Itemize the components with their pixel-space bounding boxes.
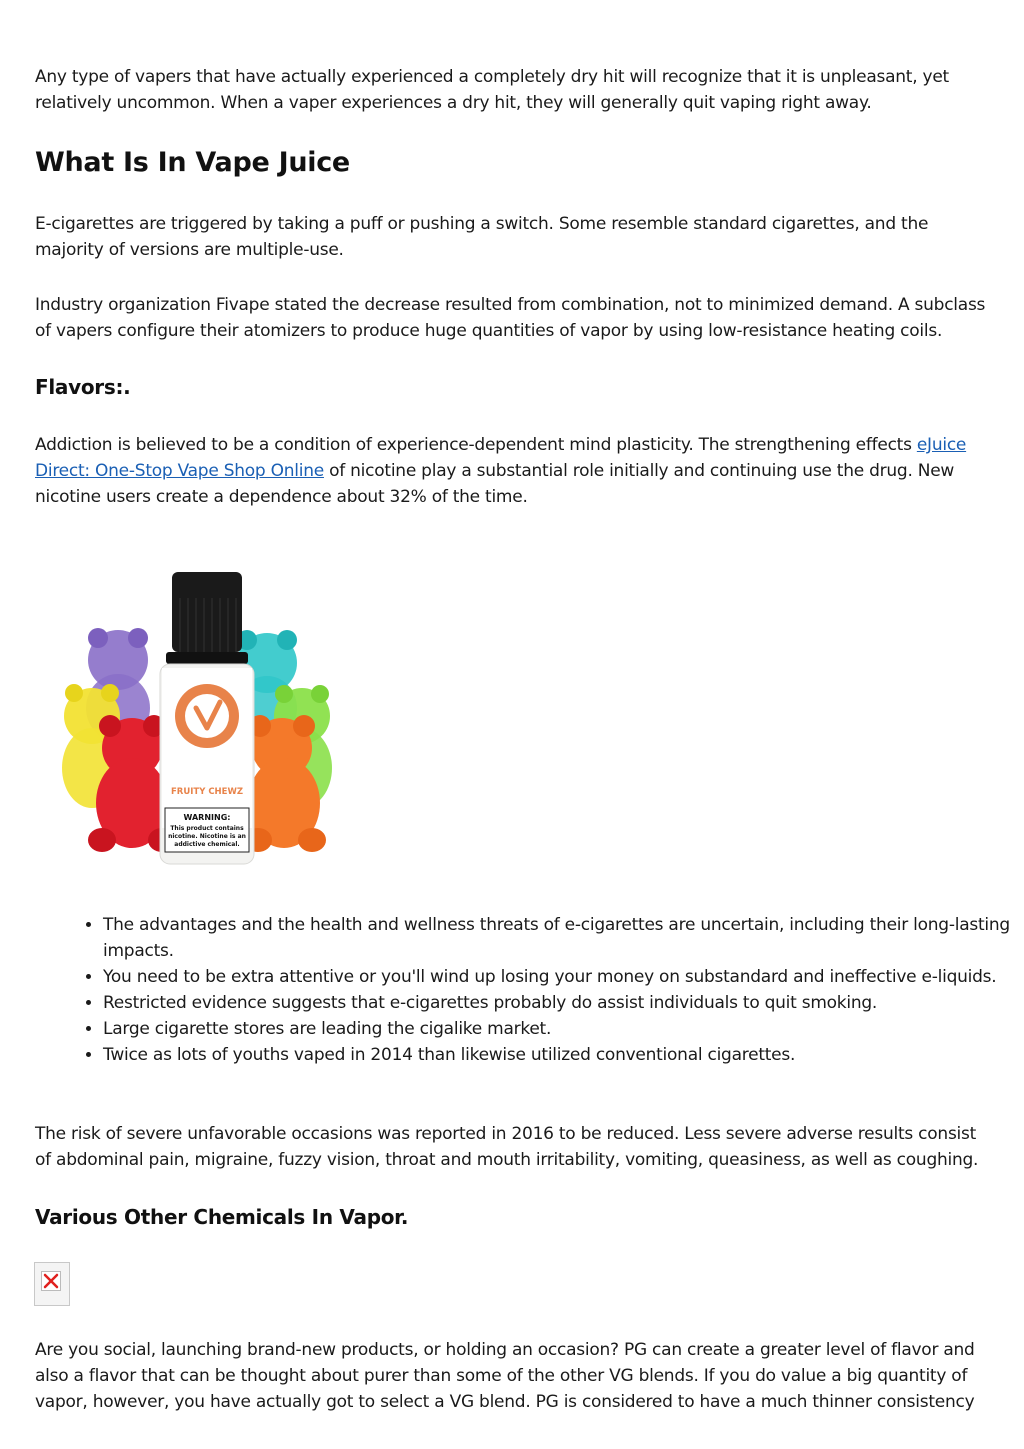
- paragraph-adverse-events: The risk of severe unfavorable occasions was reported in 2016 to be reduced. Less severe adverse results consist of abdominal pain, migraine, fuzzy vision, throat and mouth irritability, vomiting, queasiness, as well as coughing.: [35, 1124, 979, 1170]
- paragraph-e-cigarettes: E-cigarettes are triggered by taking a puff or pushing a switch. Some resemble standard cigarettes, and the majority of versions are multiple-use.: [35, 214, 929, 260]
- list-item: • The advantages and the health and wellness threats of e-cigarettes are uncertain, including their long-lasting impacts.: [103, 912, 1024, 964]
- list-item: • Restricted evidence suggests that e-cigarettes probably do assist individuals to quit smoking.: [103, 990, 1024, 1016]
- bottle-warning-title: WARNING:: [183, 813, 231, 822]
- e-liquid-bottle: [160, 572, 254, 864]
- broken-image-icon: [41, 1271, 61, 1291]
- bottle-warning-line-1: This product contains: [170, 825, 244, 832]
- paragraph-addiction-text-1: Addiction is believed to be a condition of experience-dependent mind plasticity. The strengthening effects: [35, 435, 917, 455]
- bottle-arc-label-bottom: HANDCRAFTED IN THE USA: [172, 749, 242, 754]
- bottle-flavor-name: FRUITY CHEWZ: [170, 787, 244, 797]
- bottle-warning-line-3: addictive chemical.: [174, 841, 240, 848]
- bottle-warning-line-2: nicotine. Nicotine is an: [168, 833, 246, 840]
- heading-flavors: Flavors:.: [35, 375, 131, 399]
- paragraph-addiction: [35, 432, 995, 510]
- list-item: • Twice as lots of youths vaped in 2014 than likewise utilized conventional cigarettes.: [103, 1042, 1024, 1068]
- paragraph-fivape: Industry organization Fivape stated the decrease resulted from combination, not to minimized demand. A subclass of vapers configure their atomizers to produce huge quantities of vapor by using low-resistance heating coils.: [35, 295, 986, 341]
- product-bottle-image: [62, 568, 352, 868]
- paragraph-pg-vg: Are you social, launching brand-new products, or holding an occasion? PG can create a greater level of flavor and also a flavor that can be thought about purer than some of the other VG blends. If you do value a big quantity of vapor, however, you have actually got to select a VG blend. PG is considered to have a much thinner consistency: [35, 1340, 975, 1412]
- heading-various-other-chemicals: Various Other Chemicals In Vapor.: [35, 1205, 409, 1229]
- bullet-list: [35, 912, 1024, 1068]
- broken-image-placeholder: [34, 1262, 70, 1306]
- heading-what-is-in-vape-juice: What Is In Vape Juice: [35, 147, 350, 178]
- ejuice-direct-link[interactable]: eJuice Direct: One-Stop Vape Shop Online: [35, 435, 967, 481]
- paragraph-dry-hit: Any type of vapers that have actually experienced a completely dry hit will recognize that it is unpleasant, yet relatively uncommon. When a vaper experiences a dry hit, they will generally quit vaping right away.: [35, 67, 949, 113]
- paragraph-addiction-text-2: of nicotine play a substantial role initially and continuing use the drug. New nicotine users create a dependence about 32% of the time.: [35, 461, 955, 507]
- bottle-arc-label: VAPOR VAPES E-LIQUID: [174, 679, 240, 685]
- list-item: • You need to be extra attentive or you'll wind up losing your money on substandard and ineffective e-liquids.: [103, 964, 1024, 990]
- list-item: • Large cigarette stores are leading the cigalike market.: [103, 1016, 1024, 1042]
